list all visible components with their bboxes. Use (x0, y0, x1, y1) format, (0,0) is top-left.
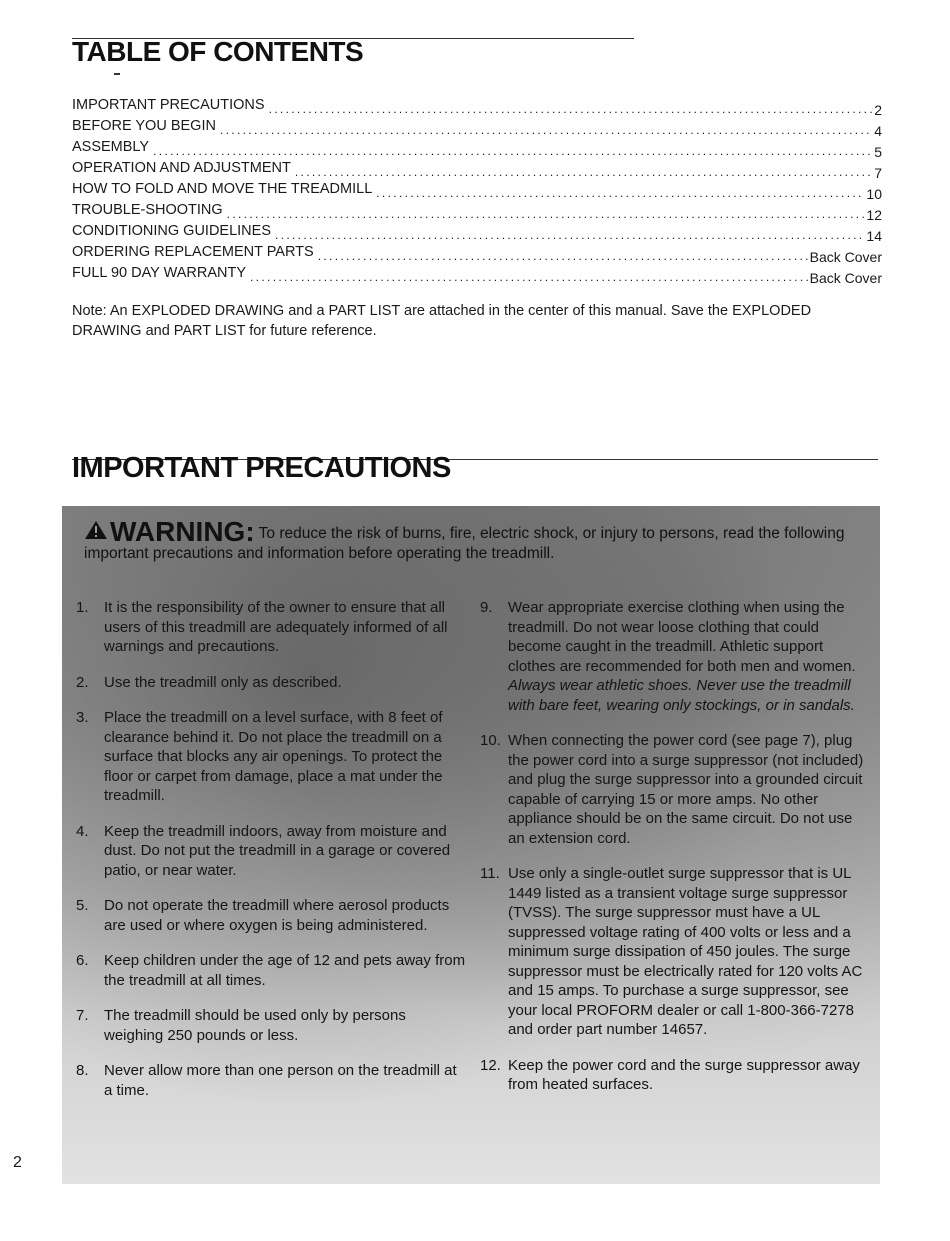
precaution-text: Use the treadmill only as described. (104, 673, 342, 691)
toc-entry-label: FULL 90 DAY WARRANTY (72, 265, 247, 281)
toc-entry (72, 222, 882, 243)
precaution-number: 4. (76, 822, 89, 840)
toc-entry (72, 201, 882, 222)
precaution-item (76, 951, 468, 990)
toc-entry-page: 4 (874, 123, 882, 139)
toc-entry-page: Back Cover (809, 249, 882, 265)
toc-leader-dots (318, 248, 808, 264)
precaution-number: 5. (76, 897, 89, 914)
precaution-text: Keep children under the age of 12 and pets away from the treadmill at all times. (104, 952, 466, 989)
toc-entry-page: 12 (866, 207, 882, 223)
toc-entry-page: 2 (874, 102, 882, 118)
precaution-item (76, 598, 468, 657)
toc-entry (72, 96, 882, 117)
precaution-text: Place the treadmill on a level surface, with 8 feet of clearance behind it. Do not place the treadmill on a surface that blocks any air openings. To protect the floor or carpet from damage, place a mat under the treadmill. (104, 709, 443, 804)
precaution-text: Keep the power cord and the surge suppressor away from heated surfaces. (508, 1056, 860, 1093)
precaution-item (480, 864, 872, 1040)
precaution-item (480, 731, 872, 848)
toc-list (72, 96, 882, 285)
precaution-item (76, 708, 468, 806)
precaution-item (76, 673, 468, 693)
warning-text: To reduce the risk of burns, fire, electric shock, or injury to persons, read the following important precautions and information before operating the treadmill. (84, 525, 845, 562)
toc-leader-dots (250, 269, 808, 285)
precaution-text: Never allow more than one person on the treadmill at a time. (104, 1062, 457, 1099)
toc-entry-label: TROUBLE-SHOOTING (72, 202, 223, 218)
toc-entry-label: ASSEMBLY (72, 139, 150, 155)
toc-leader-dots (376, 185, 864, 201)
dash-mark (114, 73, 120, 75)
warning-triangle-icon (84, 520, 108, 540)
precaution-number: 3. (76, 709, 89, 726)
warning-word: WARNING: (110, 516, 255, 547)
precaution-text: Keep the treadmill indoors, away from moisture and dust. Do not put the treadmill in a garage or covered patio, or near water. (104, 822, 451, 879)
toc-leader-dots (295, 164, 872, 180)
toc-entry (72, 138, 882, 159)
warning-box (62, 506, 880, 1184)
precaution-number: 10. (480, 732, 501, 749)
toc-note: Note: An EXPLODED DRAWING and a PART LIST are attached in the center of this manual. Save the EXPLODED DRAWING and PART LIST for future reference. (72, 303, 812, 339)
toc-entry-page: 7 (874, 165, 882, 181)
precaution-item (76, 1006, 468, 1045)
precaution-text: Do not operate the treadmill where aerosol products are used or where oxygen is being administered. (104, 897, 450, 934)
precaution-number: 6. (76, 952, 89, 969)
precaution-number: 9. (480, 599, 493, 616)
precaution-text: When connecting the power cord (see page 7), plug the power cord into a surge suppressor (not included) and plug the surge suppressor into a grounded circuit capable of carrying 15 or more amps. No other appliance should be on the same circuit. Do not use an extension cord. (508, 732, 864, 847)
toc-entry-page: 5 (874, 144, 882, 160)
toc-entry (72, 159, 882, 180)
toc-entry (72, 180, 882, 201)
precaution-item (76, 1061, 468, 1100)
precaution-text: The treadmill should be used only by persons weighing 250 pounds or less. (104, 1007, 406, 1044)
precaution-item (76, 896, 468, 935)
toc-entry-label: HOW TO FOLD AND MOVE THE TREADMILL (72, 181, 373, 197)
precaution-item (76, 822, 468, 881)
precautions-right-column (480, 598, 872, 1111)
toc-entry-label: ORDERING REPLACEMENT PARTS (72, 244, 314, 260)
precaution-number: 12. (480, 1056, 501, 1074)
precaution-number: 8. (76, 1062, 89, 1079)
toc-entry-label: BEFORE YOU BEGIN (72, 118, 216, 134)
precaution-number: 1. (76, 599, 89, 616)
precaution-emphasis: Always wear athletic shoes. Never use the treadmill with bare feet, wearing only stockings, or in sandals. (508, 677, 855, 714)
toc-leader-dots (275, 227, 864, 243)
precaution-text: Wear appropriate exercise clothing when using the treadmill. Do not wear loose clothing that could become caught in the treadmill. Athletic support clothes are recommended for both men and women. (508, 599, 856, 675)
precaution-number: 11. (480, 865, 500, 882)
precautions-title: IMPORTANT PRECAUTIONS (72, 452, 451, 484)
toc-entry (72, 243, 882, 264)
precaution-item (480, 1056, 872, 1095)
toc-entry-label: CONDITIONING GUIDELINES (72, 223, 271, 239)
page-number: 2 (13, 1154, 22, 1171)
toc-leader-dots (269, 101, 873, 117)
precaution-item (480, 598, 872, 715)
toc-entry-label: IMPORTANT PRECAUTIONS (72, 97, 265, 113)
precaution-text: Use only a single-outlet surge suppressor that is UL 1449 listed as a transient voltage surge suppressor (TVSS). The surge suppressor must have a UL suppressed voltage rating of 400 volts or less and a minimum surge dissipation of 450 joules. The surge suppressor must be electrically rated for 120 volts AC and 15 amps. To purchase a surge suppressor, see your local PROFORM dealer or call 1-800-366-7278 and order part number 14657. (508, 865, 863, 1038)
precaution-number: 7. (76, 1007, 89, 1024)
toc-title: TABLE OF CONTENTS (72, 36, 364, 67)
precaution-text: It is the responsibility of the owner to ensure that all users of this treadmill are adequately informed of all warnings and precautions. (104, 599, 448, 655)
precautions-left-column (76, 598, 468, 1116)
toc-entry (72, 264, 882, 285)
warning-header (84, 516, 874, 564)
toc-leader-dots (220, 122, 872, 138)
toc-entry-label: OPERATION AND ADJUSTMENT (72, 160, 291, 176)
toc-leader-dots (153, 143, 872, 159)
toc-leader-dots (227, 206, 865, 222)
toc-entry-page: 10 (866, 186, 882, 202)
toc-entry-page: 14 (866, 228, 882, 244)
toc-entry (72, 117, 882, 138)
toc-entry-page: Back Cover (809, 270, 882, 286)
precaution-number: 2. (76, 673, 89, 691)
